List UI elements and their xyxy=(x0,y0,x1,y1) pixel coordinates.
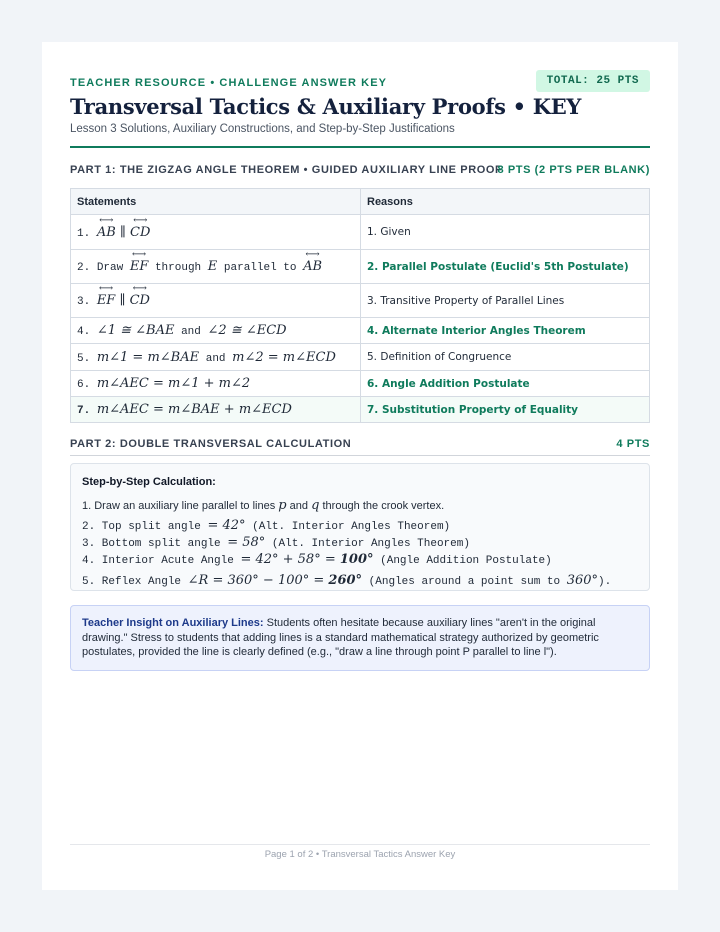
reason-6-answer: 6. Angle Addition Postulate xyxy=(361,371,650,397)
statement-5: 5. m∠1 = m∠BAE and m∠2 = m∠ECD xyxy=(71,344,361,371)
calc-step-5: 5. Reflex Angle ∠R = 360° − 100° = 260° (Angles around a point sum to 360°). xyxy=(82,573,612,588)
header-divider xyxy=(70,146,650,148)
statement-2: 2. Draw ⟷ EF through E parallel to ⟷ AB xyxy=(71,250,361,284)
insight-text: Students often hesitate because auxiliary lines "aren't in the original drawing." Stress to students that adding lines is a standard mathematical strategy authorized by geometric postulates, provided the line is clearly defined (e.g., "draw a line through point P parallel to line l"). xyxy=(82,617,599,658)
part2-title: PART 2: DOUBLE TRANSVERSAL CALCULATION xyxy=(70,438,352,450)
reason-3: 3. Transitive Property of Parallel Lines xyxy=(361,284,650,318)
statement-6: 6. m∠AEC = m∠1 + m∠2 xyxy=(71,371,361,397)
page-footer: Page 1 of 2 • Transversal Tactics Answer Key xyxy=(264,849,456,860)
proof-row xyxy=(71,250,650,284)
calculation-box xyxy=(70,463,650,591)
insight-label: Teacher Insight on Auxiliary Lines: xyxy=(82,617,264,629)
teacher-insight-box xyxy=(70,605,650,671)
total-points-badge: TOTAL: 25 PTS xyxy=(536,70,650,92)
calc-step-1: 1. Draw an auxiliary line parallel to lines p and q through the crook vertex. xyxy=(82,498,445,513)
reason-1: 1. Given xyxy=(361,215,650,250)
proof-row xyxy=(71,215,650,250)
answer-key-page xyxy=(42,42,678,890)
proof-row xyxy=(71,397,650,423)
reason-5: 5. Definition of Congruence xyxy=(361,344,650,371)
proof-row xyxy=(71,344,650,371)
reason-4-answer: 4. Alternate Interior Angles Theorem xyxy=(361,318,650,344)
reason-2-answer: 2. Parallel Postulate (Euclid's 5th Postulate) xyxy=(361,250,650,284)
part1-heading xyxy=(70,164,650,176)
part2-points: 4 PTS xyxy=(616,438,650,450)
page-title: Transversal Tactics & Auxiliary Proofs • KEY xyxy=(70,94,582,119)
proof-row xyxy=(71,284,650,318)
resource-eyebrow: TEACHER RESOURCE • CHALLENGE ANSWER KEY xyxy=(70,77,388,89)
statement-3: 3. ⟷ EF ∥ ⟷ CD xyxy=(71,284,361,318)
part2-heading xyxy=(70,438,650,450)
proof-row xyxy=(71,371,650,397)
footer-divider xyxy=(70,844,650,845)
statement-4: 4. ∠1 ≅ ∠BAE and ∠2 ≅ ∠ECD xyxy=(71,318,361,344)
calc-step-2: 2. Top split angle = 42° (Alt. Interior Angles Theorem) xyxy=(82,518,451,533)
calculation-title: Step-by-Step Calculation: xyxy=(82,476,216,488)
statement-1: 1. ⟷ AB ∥ ⟷ CD xyxy=(71,215,361,250)
part2-divider xyxy=(70,455,650,456)
reason-7-answer: 7. Substitution Property of Equality xyxy=(361,397,650,423)
part1-points: 8 PTS (2 PTS PER BLANK) xyxy=(497,164,650,176)
proof-table-header xyxy=(71,189,650,215)
statement-7: 7. m∠AEC = m∠BAE + m∠ECD xyxy=(71,397,361,423)
reasons-header: Reasons xyxy=(361,189,650,215)
proof-table xyxy=(70,188,650,423)
calc-step-3: 3. Bottom split angle = 58° (Alt. Interior Angles Theorem) xyxy=(82,535,470,550)
proof-row xyxy=(71,318,650,344)
calc-step-4: 4. Interior Acute Angle = 42° + 58° = 100° (Angle Addition Postulate) xyxy=(82,552,552,567)
page-subtitle: Lesson 3 Solutions, Auxiliary Constructions, and Step-by-Step Justifications xyxy=(70,123,455,135)
part1-title: PART 1: THE ZIGZAG ANGLE THEOREM • GUIDED AUXILIARY LINE PROOF xyxy=(70,164,503,176)
statements-header: Statements xyxy=(71,189,361,215)
